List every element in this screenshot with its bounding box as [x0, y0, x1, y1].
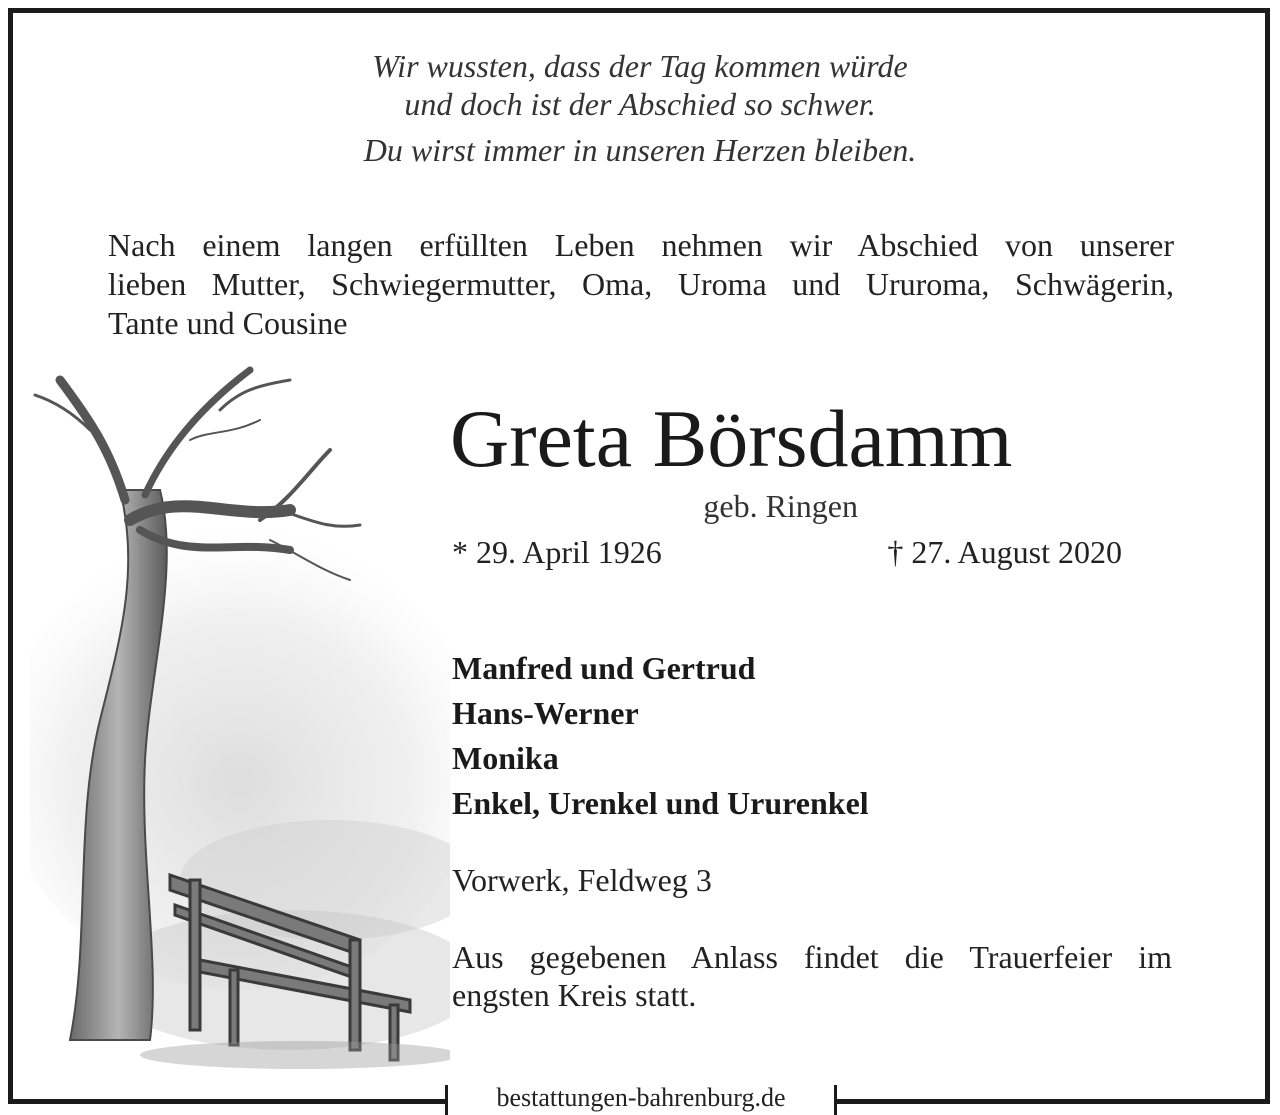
notice-line-2: engsten Kreis statt. — [452, 977, 697, 1013]
deceased-name: Greta Börsdamm — [450, 393, 1013, 484]
mourner-entry: Monika — [452, 740, 559, 776]
mourner-entry: Enkel, Urenkel und Ururenkel — [452, 785, 869, 821]
funeral-notice — [452, 938, 1172, 1014]
birth-date: * 29. April 1926 — [452, 534, 662, 570]
mourner-entry: Manfred und Gertrud — [452, 650, 756, 686]
intro-line-2: lieben Mutter, Schwiegermutter, Oma, Uroma und Ururoma, Schwägerin, — [108, 266, 1174, 302]
birth-name: geb. Ringen — [703, 488, 858, 524]
footer-website[interactable]: bestattungen-bahrenburg.de — [445, 1085, 837, 1115]
poem-line-1: Wir wussten, dass der Tag kommen würde — [372, 48, 908, 84]
poem-line-2: und doch ist der Abschied so schwer. — [404, 86, 876, 122]
intro-line-3: Tante und Cousine — [108, 305, 348, 341]
intro-text — [108, 226, 1174, 343]
notice-line-1: Aus gegebenen Anlass findet die Trauerfeier im — [452, 939, 1172, 975]
tree-and-bench-illustration — [30, 340, 450, 1080]
address: Vorwerk, Feldweg 3 — [452, 862, 712, 898]
mourner-entry: Hans-Werner — [452, 695, 639, 731]
mourners-list — [452, 646, 869, 826]
death-date: † 27. August 2020 — [887, 534, 1122, 570]
poem-line-3: Du wirst immer in unseren Herzen bleiben. — [363, 132, 917, 168]
intro-line-1: Nach einem langen erfüllten Leben nehmen wir Abschied von unserer — [108, 227, 1174, 263]
